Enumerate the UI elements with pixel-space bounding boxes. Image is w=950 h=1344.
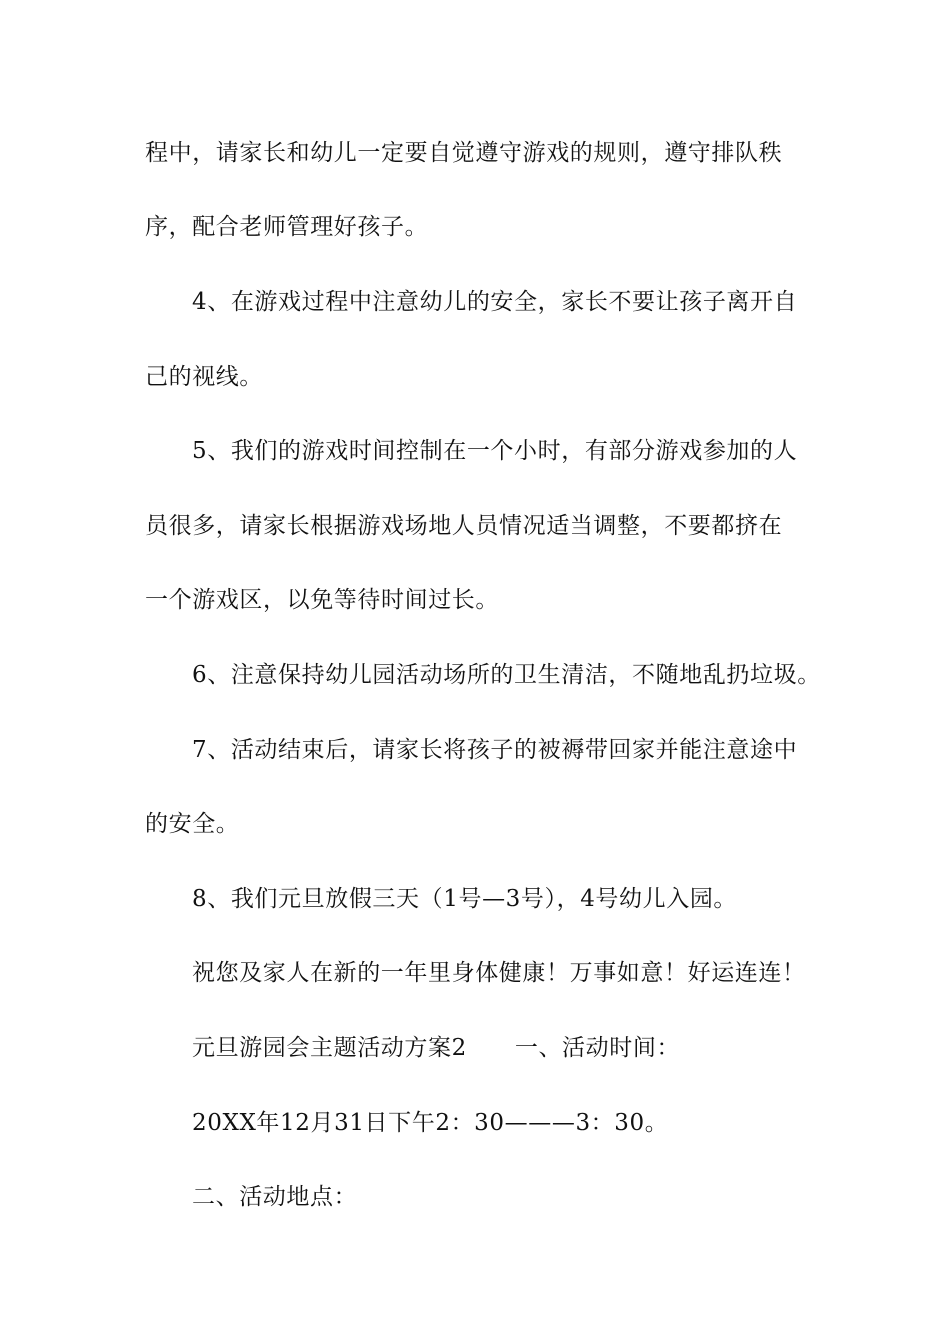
paragraph-line-5: 5、我们的游戏时间控制在一个小时，有部分游戏参加的人: [192, 438, 798, 464]
section-heading-line: [192, 1032, 892, 1064]
paragraph-line-11: 8、我们元旦放假三天（1号—3号），4号幼儿入园。: [192, 886, 738, 912]
paragraph-line-6: 员很多，请家长根据游戏场地人员情况适当调整，不要都挤在: [145, 513, 783, 539]
plan-title: 元旦游园会主题活动方案2: [192, 1035, 467, 1061]
paragraph-line-7: 一个游戏区，以免等待时间过长。: [145, 587, 499, 613]
paragraph-line-1: 程中，请家长和幼儿一定要自觉遵守游戏的规则，遵守排队秩: [145, 140, 783, 166]
paragraph-line-10: 的安全。: [145, 811, 240, 837]
activity-time-heading: 一、活动时间：: [514, 1035, 681, 1061]
paragraph-line-12: 祝您及家人在新的一年里身体健康！万事如意！好运连连！: [192, 960, 806, 986]
paragraph-line-2: 序，配合老师管理好孩子。: [145, 214, 429, 240]
activity-location-heading: 二、活动地点：: [192, 1184, 358, 1210]
paragraph-line-3: 4、在游戏过程中注意幼儿的安全，家长不要让孩子离开自: [192, 289, 798, 315]
paragraph-line-4: 己的视线。: [145, 364, 263, 390]
activity-time-value: 20XX年12月31日下午2：30———3：30。: [192, 1110, 669, 1136]
paragraph-line-8: 6、注意保持幼儿园活动场所的卫生清洁，不随地乱扔垃圾。: [192, 662, 821, 688]
paragraph-line-9: 7、活动结束后，请家长将孩子的被褥带回家并能注意途中: [192, 737, 798, 763]
